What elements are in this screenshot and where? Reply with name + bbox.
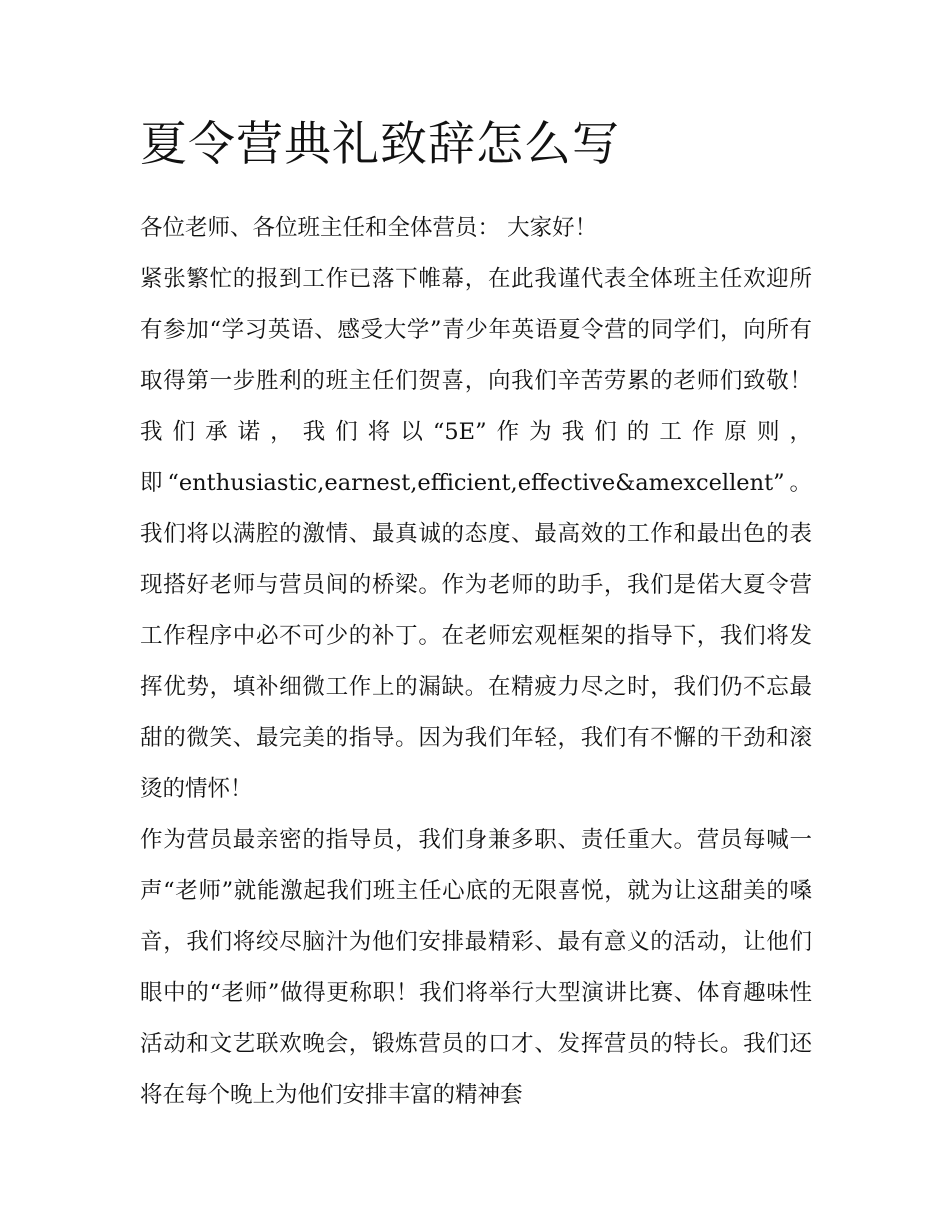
document-title: 夏令营典礼致辞怎么写 (140, 117, 620, 172)
document-page (140, 112, 812, 1121)
paragraph-greeting: 各位老师、各位班主任和全体营员： 大家好！ (140, 215, 598, 241)
paragraph-welcome: 紧张繁忙的报到工作已落下帷幕，在此我谨代表全体班主任欢迎所有参加“学习英语、感受大学”青少年英语夏令营的同学们，向所有取得第一步胜利的班主任们贺喜，向我们辛苦劳累的老师们致敬！我们承诺，我们将以“5E”作为我们的工作原则，即“enthusiastic,earnest,efficient,effective&amexcellent”。我们将以满腔的激情、最真诚的态度、最高效的工作和最出色的表现搭好老师与营员间的桥梁。作为老师的助手，我们是偌大夏令营工作程序中必不可少的补丁。在老师宏观框架的指导下，我们将发挥优势，填补细微工作上的漏缺。在精疲力尽之时，我们仍不忘最甜的微笑、最完美的指导。因为我们年轻，我们有不懈的干劲和滚烫的情怀！ (140, 266, 812, 802)
document-body (140, 203, 812, 1121)
paragraph-duties: 作为营员最亲密的指导员，我们身兼多职、责任重大。营员每喊一声“老师”就能激起我们班主任心底的无限喜悦，就为让这甜美的嗓音，我们将绞尽脑汁为他们安排最精彩、最有意义的活动，让他们眼中的“老师”做得更称职！我们将举行大型演讲比赛、体育趣味性活动和文艺联欢晚会，锻炼营员的口才、发挥营员的特长。我们还将在每个晚上为他们安排丰富的精神套 (140, 827, 812, 1108)
